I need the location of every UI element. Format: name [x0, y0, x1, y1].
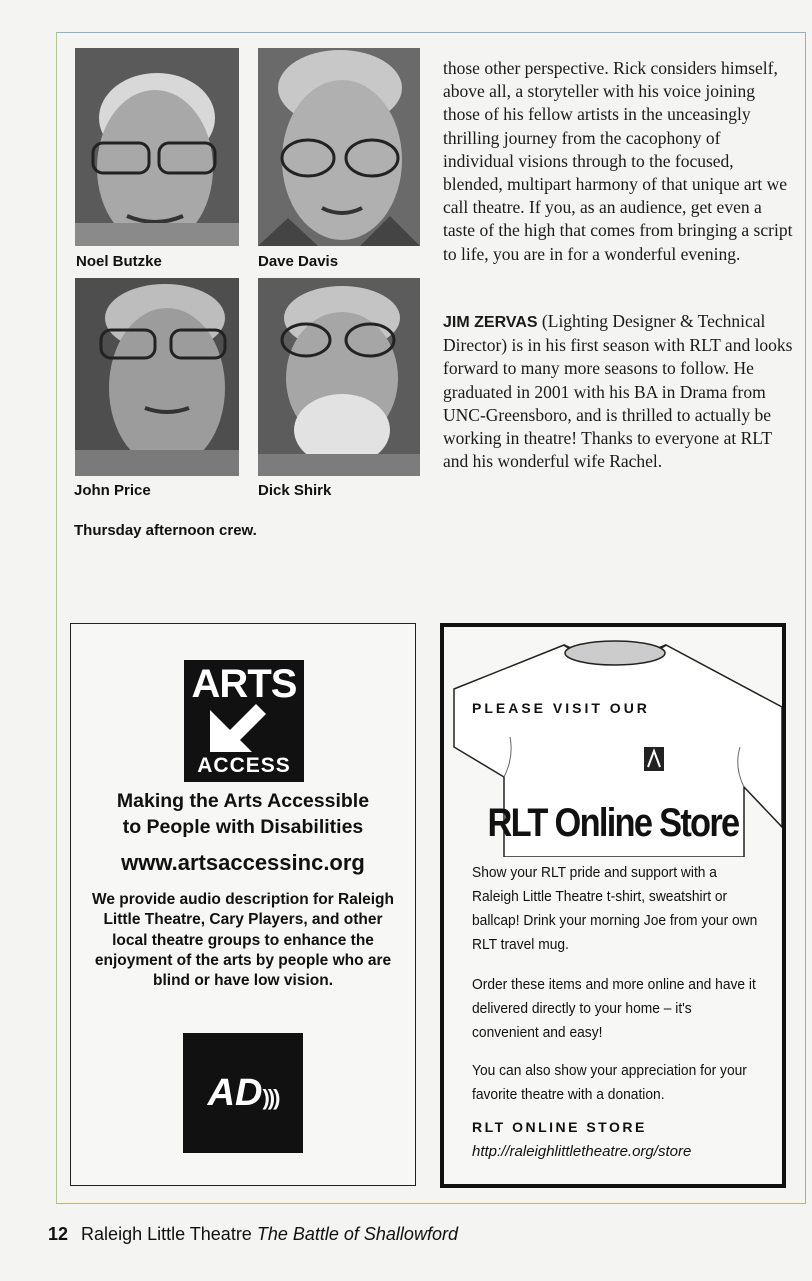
photo-caption-noel-butzke: Noel Butzke	[76, 253, 162, 270]
access-logo-word: ACCESS	[197, 754, 291, 777]
bio-jim-zervas	[443, 310, 793, 473]
store-para-2-text: Order these items and more online and have it delivered directly to your home – it's convenient and easy!	[472, 976, 756, 1041]
rlt-store-ad	[440, 623, 786, 1188]
photo-caption-dave-davis: Dave Davis	[258, 253, 339, 270]
bio-jim-text: (Lighting Designer & Technical Director) is in his first season with RLT and looks forward to many more seasons to follow. He graduated in 2001 with his BA in Drama from UNC-Greensboro, and is thrilled to actually be working in theatre! Thanks to everyone at RLT and his wonderful wife Rachel.	[443, 311, 793, 472]
photo-dick-shirk	[258, 278, 420, 476]
audio-description-icon	[183, 1033, 303, 1153]
store-para-1-text: Show your RLT pride and support with a Raleigh Little Theatre t-shirt, sweatshirt or ballcap! Drink your morning Joe from your own RLT travel mug.	[472, 864, 758, 953]
arts-ad-title-1: Making the Arts Accessible	[116, 790, 370, 812]
footer-play-title: The Battle of Shallowford	[256, 1224, 458, 1244]
rlt-logo-icon	[644, 743, 704, 779]
store-para-3	[472, 1059, 762, 1107]
bio-rick-text: those other perspective. Rick considers himself, above all, a storyteller with his voice joining those of his fellow artists in the unceasingly thrilling journey from the cacophony of individual visions through to the focused, blended, multipart harmony of that unique art we call theatre. If you, as an audience, get even a taste of the high that comes from bringing a script to life, you are in for a wonderful evening.	[443, 58, 793, 264]
footer-org: Raleigh Little Theatre	[81, 1224, 252, 1244]
arts-access-logo	[184, 660, 304, 782]
arts-ad-title-2: to People with Disabilities	[122, 816, 364, 838]
arts-logo-word: ARTS	[191, 662, 297, 706]
bio-name-jim-zervas: JIM ZERVAS	[443, 314, 538, 331]
arts-ad-description: We provide audio description for Raleigh Little Theatre, Cary Players, and other local theatre groups to enhance the enjoyment of the arts by people who are blind or have low vision.	[91, 891, 394, 990]
bio-continuation	[443, 57, 793, 266]
arts-access-ad	[70, 623, 416, 1186]
store-para-3-text: You can also show your appreciation for your favorite theatre with a donation.	[472, 1062, 747, 1103]
page-number: 12	[48, 1224, 69, 1244]
crew-caption: Thursday afternoon crew.	[74, 522, 257, 539]
store-title: RLT Online Store	[487, 801, 739, 845]
photo-dave-davis	[258, 48, 420, 246]
arts-ad-url[interactable]: www.artsaccessinc.org	[121, 850, 365, 875]
ad-logo-waves: )))	[262, 1085, 279, 1110]
photo-john-price	[75, 278, 239, 476]
store-label: RLT ONLINE STORE	[472, 1119, 647, 1135]
store-para-2	[472, 973, 762, 1045]
photo-noel-butzke	[75, 48, 239, 246]
ad-logo-text: AD	[207, 1072, 263, 1114]
rlt-shirt-logo	[644, 743, 704, 781]
store-para-1	[472, 861, 762, 957]
photo-caption-dick-shirk: Dick Shirk	[258, 482, 332, 499]
page-footer	[48, 1224, 458, 1245]
store-url[interactable]: http://raleighlittletheatre.org/store	[472, 1143, 692, 1160]
photo-caption-john-price: John Price	[74, 482, 151, 499]
please-visit-label: PLEASE VISIT OUR	[472, 700, 650, 716]
